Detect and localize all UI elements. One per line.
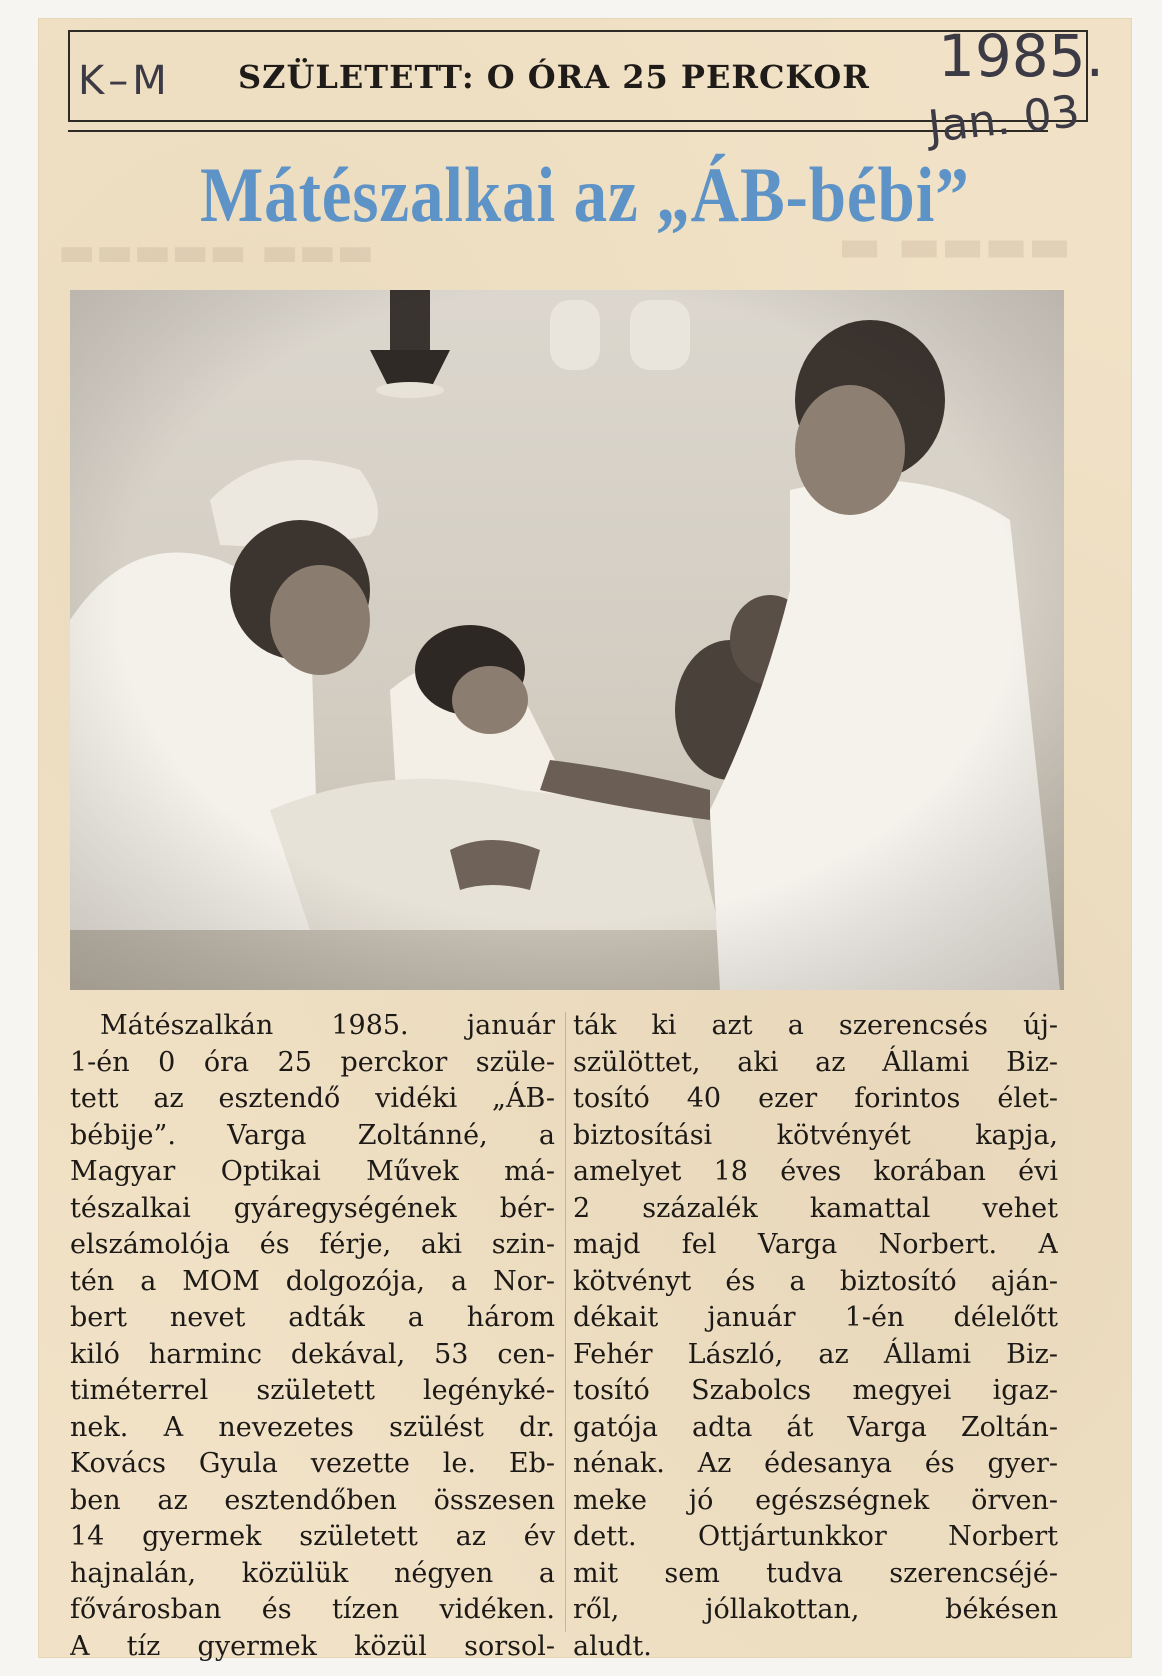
- text-line: tosító 40 ezer forintos élet-: [573, 1083, 1058, 1114]
- text-line: tett az esztendő vidéki „ÁB-: [70, 1083, 555, 1114]
- article-body: [70, 1008, 1070, 1662]
- column-divider: [565, 1012, 566, 1632]
- text-line: 1-én 0 óra 25 perckor szüle-: [70, 1046, 555, 1078]
- bleed-through-text: ▬ ▬▬▬▬: [838, 218, 1072, 272]
- article-kicker: SZÜLETETT: O ÓRA 25 PERCKOR: [238, 58, 870, 96]
- text-line: kötvényt és a biztosító aján-: [573, 1265, 1058, 1297]
- handwritten-year: 1985.: [938, 22, 1105, 90]
- text-line: biztosítási kötvényét kapja,: [573, 1119, 1058, 1151]
- text-line: dékait január 1-én délelőtt: [573, 1302, 1058, 1333]
- text-line: Mátészalkán 1985. január: [100, 1010, 555, 1041]
- text-line: tészalkai gyáregységének bér-: [70, 1192, 555, 1224]
- photo-illustration: [70, 290, 1064, 990]
- text-line: ben az esztendőben összesen: [70, 1484, 555, 1516]
- text-line: amelyet 18 éves korában évi: [573, 1156, 1058, 1187]
- text-line: dett. Ottjártunkkor Norbert: [573, 1521, 1058, 1552]
- text-line: 14 gyermek született az év: [70, 1521, 555, 1552]
- text-line: tosító Szabolcs megyei igaz-: [573, 1375, 1058, 1406]
- text-line: ták ki azt a szerencsés új-: [573, 1010, 1058, 1041]
- text-line: hajnalán, közülük négyen a: [70, 1557, 555, 1589]
- text-line: fővárosban és tízen vidéken.: [70, 1594, 555, 1625]
- text-line: Kovács Gyula vezette le. Eb-: [70, 1448, 555, 1479]
- text-line: tén a MOM dolgozója, a Nor-: [70, 1265, 555, 1297]
- text-line: bébije”. Varga Zoltánné, a: [70, 1119, 555, 1151]
- text-line: nek. A nevezetes szülést dr.: [70, 1411, 555, 1443]
- text-line: kiló harminc dekával, 53 cen-: [70, 1338, 555, 1370]
- header-divider: [68, 130, 1048, 132]
- text-line: ről, jóllakottan, békésen: [573, 1594, 1058, 1625]
- handwritten-date: Jan. 03: [925, 86, 1083, 153]
- text-line: 2 százalék kamattal vehet: [573, 1192, 1058, 1224]
- text-line: elszámolója és férje, aki szin-: [70, 1229, 555, 1260]
- text-line: timéterrel született legényké-: [70, 1375, 555, 1406]
- text-line: meke jó egészségnek örven-: [573, 1484, 1058, 1516]
- bleed-through-text: ▬▬▬▬▬ ▬▬▬: [58, 228, 375, 275]
- article-photo: [70, 290, 1064, 990]
- article-column-1: [70, 1008, 555, 1665]
- newspaper-clipping: [38, 18, 1132, 1662]
- text-line: bert nevet adták a három: [70, 1302, 555, 1333]
- text-line: aludt.: [573, 1630, 652, 1662]
- handwritten-initials: K–M: [78, 58, 171, 104]
- text-line: gatója adta át Varga Zoltán-: [573, 1411, 1058, 1443]
- text-line: majd fel Varga Norbert. A: [573, 1229, 1058, 1260]
- article-column-2: [573, 1008, 1058, 1665]
- text-line: Fehér László, az Állami Biz-: [573, 1338, 1058, 1370]
- text-line: szülöttet, aki az Állami Biz-: [573, 1046, 1058, 1078]
- article-title: Mátészalkai az „ÁB-bébi”: [200, 151, 970, 238]
- text-line: mit sem tudva szerencséjé-: [573, 1557, 1058, 1589]
- text-line: A tíz gyermek közül sorsol-: [70, 1630, 555, 1662]
- text-line: Magyar Optikai Művek má-: [70, 1156, 555, 1187]
- text-line: nénak. Az édesanya és gyer-: [573, 1448, 1058, 1479]
